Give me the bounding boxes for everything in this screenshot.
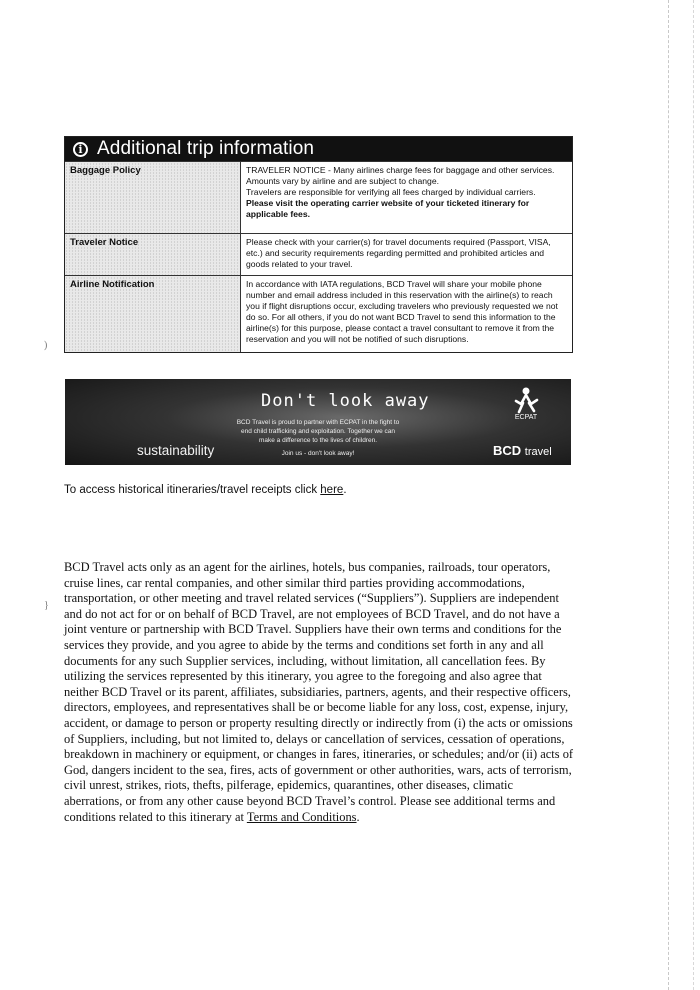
trip-info-table	[65, 161, 572, 352]
ecpat-figure-icon	[515, 388, 538, 421]
trip-info-header	[65, 137, 572, 161]
bcd-travel-logo	[493, 443, 552, 458]
row-line-bold: Please visit the operating carrier website of your ticketed itinerary for applicable fees.	[246, 198, 530, 219]
table-row	[65, 276, 572, 352]
banner-body: BCD Travel is proud to partner with ECPAT in the fight to end child trafficking and exploitation. Together we can make a difference to the lives of children.	[236, 419, 400, 444]
additional-trip-information	[64, 136, 573, 353]
access-text: To access historical itineraries/travel receipts click	[64, 484, 321, 496]
row-label: Baggage Policy	[65, 162, 241, 234]
disclaimer-text: BCD Travel acts only as an agent for the airlines, hotels, bus companies, railroads, tour operators, cruise lines, car rental companies, and other similar third parties providing accommodations, transportation, or other meeting and travel related services (“Suppliers”). Suppliers are independent and do not act for or on behalf of BCD Travel, are not employees of BCD Travel, and do not have a joint venture or partnership with BCD Travel. Suppliers have their own terms and conditions for the services they provide, and you agree to abide by the terms and conditions set forth in any and all documents for any such Supplier services, including, without limitation, all cancellation fees. By utilizing the services represented by this itinerary, you agree to the foregoing and also agree that neither BCD Travel or its parent, affiliates, subsidiaries, partners, agents, and their respective officers, directors, employees, and representatives shall be or become liable for any loss, cost, expense, injury, accident, or damage to person or property resulting directly or indirectly from (i) the acts or omissions of Suppliers, including, but not limited to, delays or cancellation of services, cessation of operations, breakdown in machinery or equipment, or changes in fares, itineraries, or schedules; and/or (ii) acts of God, dangers incident to the sea, fires, acts of government or other authorities, wars, acts of terrorism, civil unrest, strikes, riots, thefts, pilferage, epidemics, quarantines, other diseases, climatic aberrations, or from any other cause beyond BCD Travel’s control. Please see additional terms and conditions related to this itinerary at	[64, 560, 574, 824]
row-line: TRAVELER NOTICE - Many airlines charge fees for baggage and other services.	[246, 165, 555, 175]
historical-itineraries-link[interactable]: here	[320, 484, 344, 496]
table-row	[65, 234, 572, 276]
row-label: Airline Notification	[65, 276, 241, 352]
banner-cta: Join us - don't look away!	[281, 450, 355, 457]
row-value: In accordance with IATA regulations, BCD Travel will share your mobile phone number and email address included in this reservation with the airline(s) to reach you if flight disruptions occur, excluding travelers who previously requested we not do so. For all others, if you do not want BCD Travel to send this information to the airline(s) for this purpose, please contact a travel consultant to remove it from the reservation and you will not be notified of such disruptions.	[241, 276, 573, 352]
scan-edge-line-outer	[693, 0, 694, 990]
disclaimer-end: .	[356, 809, 360, 824]
scan-mark: }	[44, 600, 49, 611]
bcd-suffix: travel	[524, 446, 552, 458]
ecpat-banner	[65, 379, 571, 465]
terms-and-conditions-link[interactable]: Terms and Conditions	[246, 809, 357, 824]
ecpat-label: ECPAT	[514, 414, 538, 421]
ecpat-logo	[508, 385, 544, 421]
table-row	[65, 162, 572, 234]
row-line: Amounts vary by airline and are subject to change.	[246, 176, 439, 186]
row-value: Please check with your carrier(s) for travel documents required (Passport, VISA, etc.) and security requirements regarding permitted and prohibited articles and goods related to your travel.	[241, 234, 573, 276]
trip-info-title: Additional trip information	[97, 138, 315, 159]
access-end: .	[343, 484, 347, 496]
sustainability-logo: sustainability	[137, 443, 215, 458]
row-line: Travelers are responsible for verifying all fees charged by individual carriers.	[246, 187, 536, 197]
bcd-brand: BCD	[493, 443, 522, 458]
row-label: Traveler Notice	[65, 234, 241, 276]
info-icon: i	[73, 142, 88, 157]
scan-edge-line	[668, 0, 669, 990]
row-value	[241, 162, 573, 234]
scan-mark: )	[44, 340, 48, 351]
disclaimer-paragraph	[64, 560, 574, 825]
banner-headline: Don't look away	[261, 391, 430, 411]
historical-itineraries-line	[64, 484, 347, 496]
